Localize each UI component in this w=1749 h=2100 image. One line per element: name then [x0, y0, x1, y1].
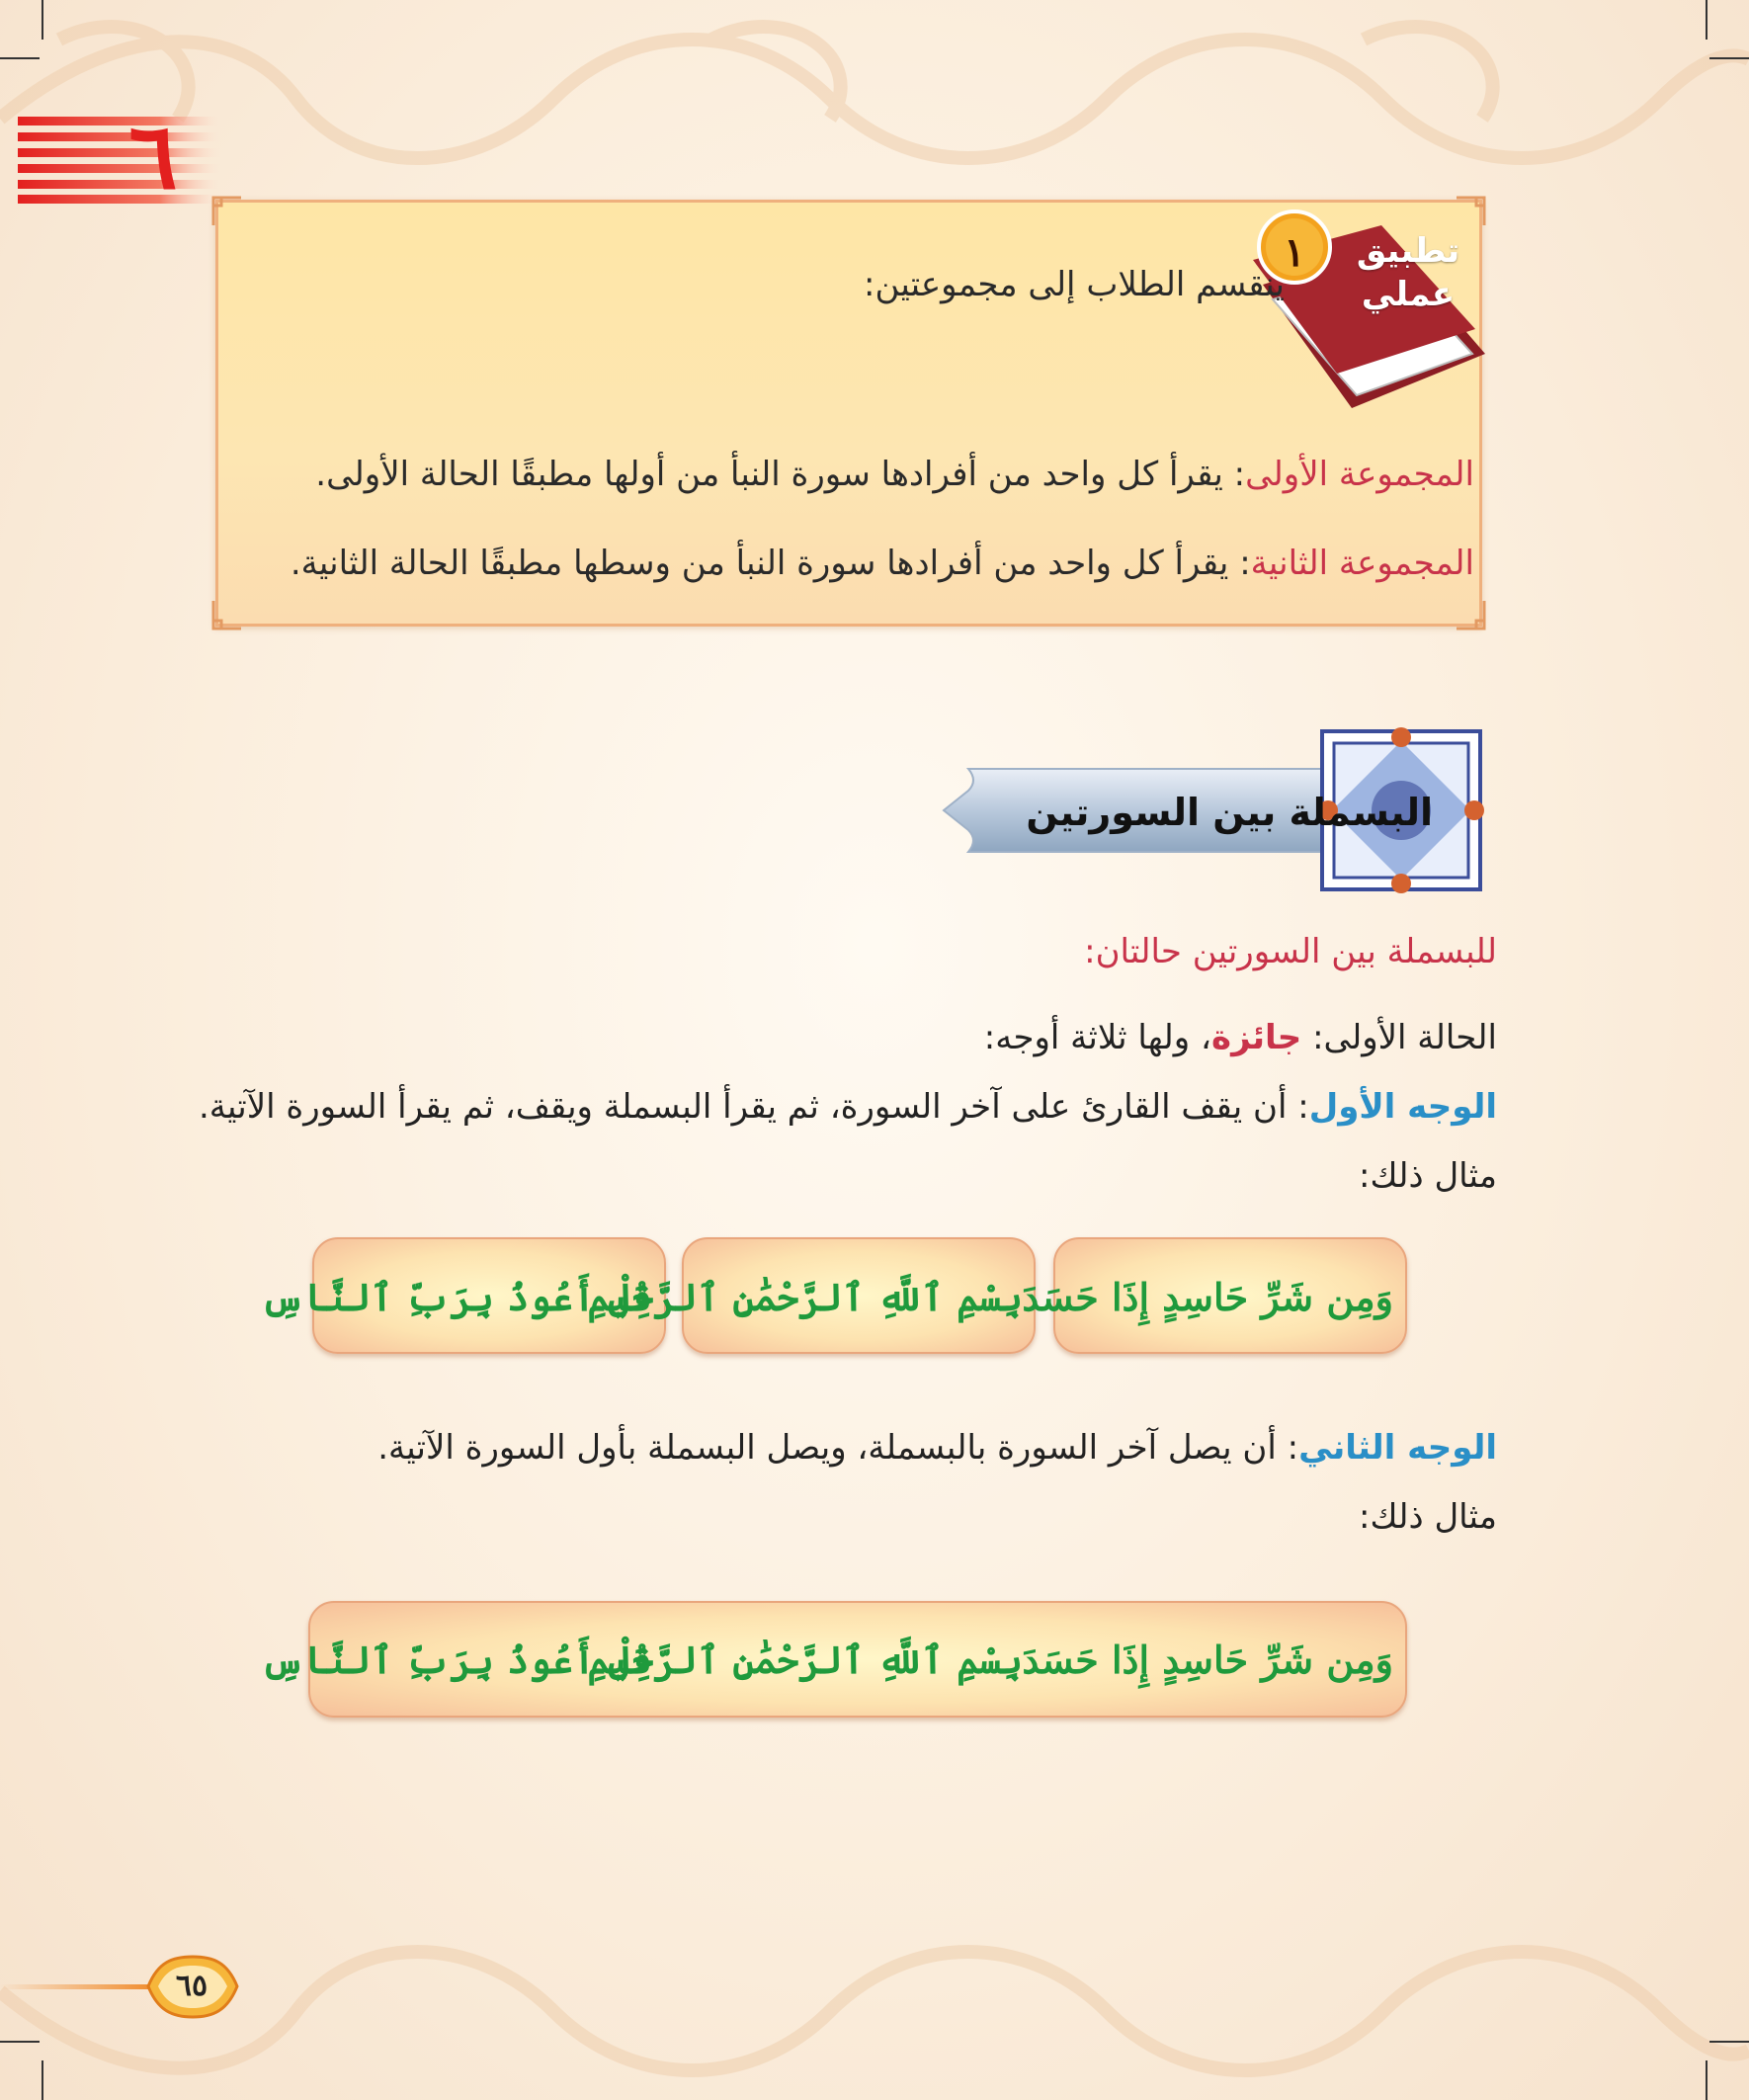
group-two-label: المجموعة الثانية	[1250, 544, 1474, 583]
group-one-label: المجموعة الأولى	[1245, 455, 1474, 494]
way-one-label: الوجه الأول	[1308, 1087, 1497, 1127]
way-one-text: : أن يقف القارئ على آخر السورة، ثم يقرأ البسملة ويقف، ثم يقرأ السورة الآتية.	[199, 1087, 1309, 1127]
corner-ornament	[209, 597, 245, 632]
verse-basmala: بِسْمِ ٱللَّهِ ٱلرَّحْمَٰنِ ٱلرَّحِيمِ	[587, 1638, 1023, 1682]
crop-mark	[1706, 2060, 1707, 2100]
chapter-number: ٦	[128, 103, 178, 210]
verse-falaq-ending: وَمِن شَرِّ حَاسِدٍ إِذَا حَسَدَ	[1022, 1638, 1393, 1682]
page-number: ٦٥	[175, 1969, 208, 2003]
example-label-two: مثال ذلك:	[1359, 1497, 1497, 1537]
crop-mark	[42, 2060, 43, 2100]
example-label-one: مثال ذلك:	[1359, 1156, 1497, 1196]
section-title: البسملة بين السورتين	[1026, 791, 1433, 834]
page-number-ornament	[0, 1952, 267, 2021]
group-two-text: : يقرأ كل واحد من أفرادها سورة النبأ من وسطها مطبقًا الحالة الثانية.	[290, 544, 1251, 583]
corner-ornament	[209, 194, 245, 229]
verse-falaq-ending: وَمِن شَرِّ حَاسِدٍ إِذَا حَسَدَ	[1022, 1275, 1393, 1319]
way-two-line	[377, 1428, 1497, 1468]
verse-nas-opening: قُلْ أَعُوذُ بِرَبِّ ٱلنَّاسِ	[261, 1638, 652, 1682]
top-ornament-band	[0, 0, 1749, 188]
corner-ornament	[1453, 597, 1488, 632]
verse-nas-opening: قُلْ أَعُوذُ بِرَبِّ ٱلنَّاسِ	[261, 1275, 652, 1319]
way-two-label: الوجه الثاني	[1298, 1428, 1497, 1468]
group-two-instruction	[291, 544, 1474, 583]
activity-number: ١	[1284, 229, 1305, 276]
group-one-instruction	[315, 455, 1474, 494]
case-one-line	[984, 1018, 1497, 1057]
crop-mark	[1706, 0, 1707, 40]
crop-mark	[0, 2041, 40, 2043]
case-one-prefix: الحالة الأولى:	[1301, 1018, 1497, 1057]
section-intro: للبسملة بين السورتين حالتان:	[1084, 932, 1497, 971]
crop-mark	[1709, 2041, 1749, 2043]
way-one-line	[199, 1087, 1497, 1127]
crop-mark	[0, 57, 40, 59]
activity-badge-title: تطبيق عملي	[1356, 231, 1460, 314]
crop-mark	[1709, 57, 1749, 59]
crop-mark	[42, 0, 43, 40]
group-one-text: : يقرأ كل واحد من أفرادها سورة النبأ من أولها مطبقًا الحالة الأولى.	[315, 455, 1246, 494]
verse-basmala: بِسْمِ ٱللَّهِ ٱلرَّحْمَٰنِ ٱلرَّحِيمِ	[587, 1275, 1023, 1319]
case-one-suffix: ، ولها ثلاثة أوجه:	[983, 1018, 1211, 1057]
case-one-highlight: جائزة	[1211, 1018, 1302, 1057]
way-two-text: : أن يصل آخر السورة بالبسملة، ويصل البسملة بأول السورة الآتية.	[377, 1428, 1299, 1468]
activity-intro: ينقسم الطلاب إلى مجموعتين:	[864, 265, 1285, 304]
